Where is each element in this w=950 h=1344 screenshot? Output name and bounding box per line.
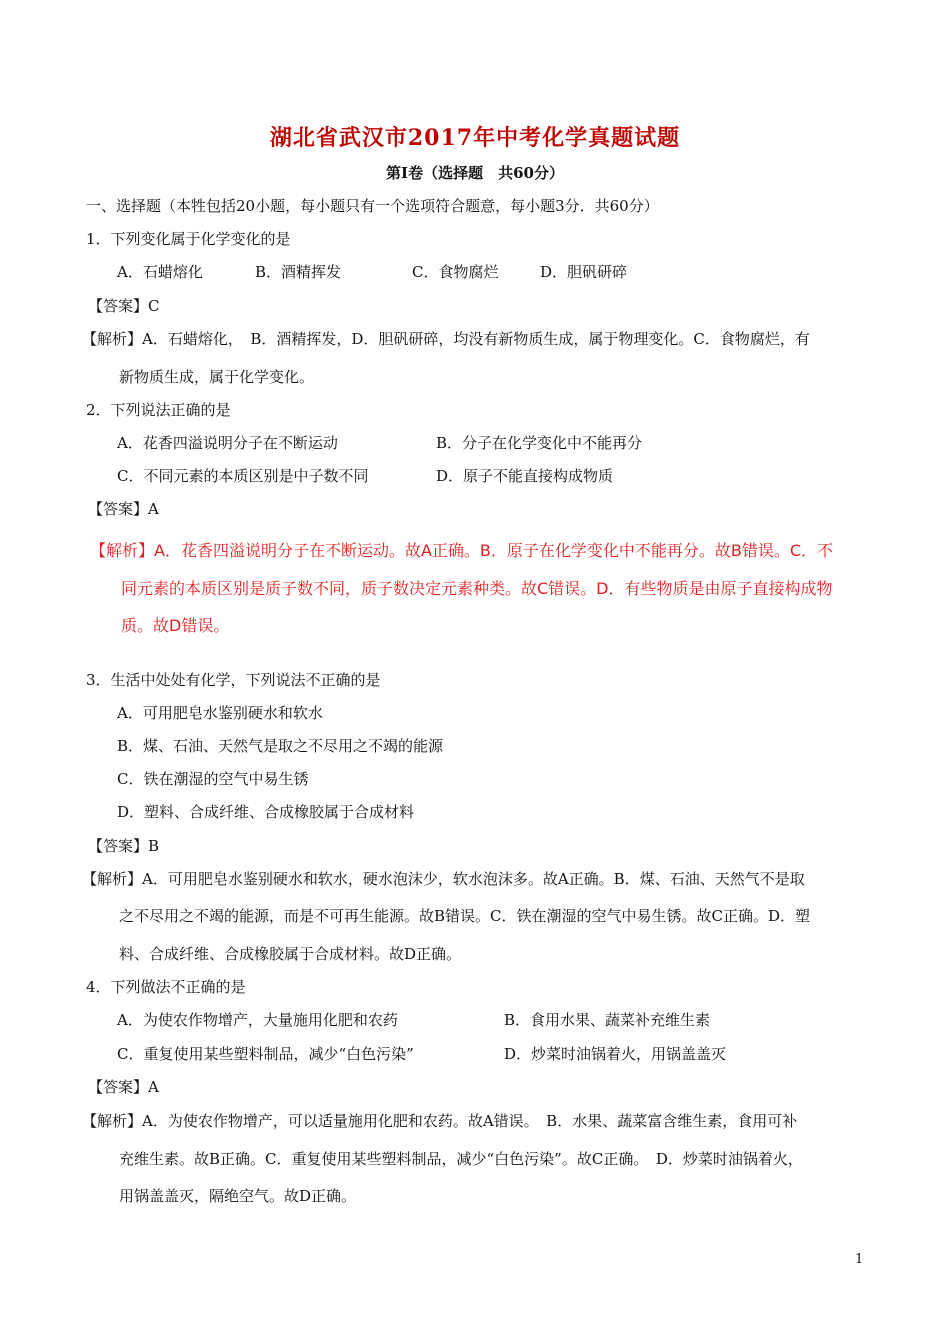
page-title: 湖北省武汉市2017年中考化学真题试题 (269, 125, 681, 151)
q2-option-a: A．花香四溢说明分子在不断运动 (117, 434, 338, 452)
q2-option-d: D．原子不能直接构成物质 (436, 467, 614, 485)
q2-option-b: B．分子在化学变化中不能再分 (436, 434, 643, 452)
q1-answer: 【答案】C (88, 297, 160, 315)
q2-analysis-line-1: 【解析】A．花香四溢说明分子在不断运动。故A正确。B．原子在化学变化中不能再分。故B错误。C．不 (90, 541, 834, 560)
q1-stem: 1．下列变化属于化学变化的是 (86, 230, 291, 248)
q1-option-a: A．石蜡熔化 (117, 263, 203, 281)
q3-stem: 3．生活中处处有化学，下列说法不正确的是 (86, 671, 381, 689)
section-header: 一、选择题（本牲包括20小题，每小题只有一个选项符合题意，每小题3分．共60分） (86, 197, 659, 215)
q4-analysis-line-1: 【解析】A．为使农作物增产，可以适量施用化肥和农药。故A错误。 B．水果、蔬菜富含维生素，食用可补 (82, 1112, 798, 1130)
q4-option-d: D．炒菜时油锅着火，用锅盖盖灭 (504, 1045, 727, 1063)
q4-analysis-line-2: 充维生素。故B正确。C．重复使用某些塑料制品，减少“白色污染”。故C正确。 D．炒菜时油锅着火， (119, 1150, 803, 1168)
q1-option-d: D．胆矾研碎 (540, 263, 628, 281)
q3-option-d: D．塑料、合成纤维、合成橡胶属于合成材料 (117, 803, 415, 821)
q2-analysis-line-3: 质。故D错误。 (121, 616, 230, 635)
page-number: 1 (855, 1252, 864, 1267)
q3-analysis-line-3: 料、合成纤维、合成橡胶属于合成材料。故D正确。 (119, 945, 462, 963)
q2-stem: 2．下列说法正确的是 (86, 401, 231, 419)
q3-analysis-line-2: 之不尽用之不竭的能源，而是不可再生能源。故B错误。C．铁在潮湿的空气中易生锈。故C正确。D．塑 (119, 907, 811, 925)
q4-option-c: C．重复使用某些塑料制品，减少“白色污染” (117, 1045, 414, 1063)
q3-analysis-line-1: 【解析】A．可用肥皂水鉴别硬水和软水，硬水泡沫少，软水泡沫多。故A正确。B．煤、石油、天然气不是取 (82, 870, 805, 888)
q4-option-a: A．为使农作物增产，大量施用化肥和农药 (117, 1011, 398, 1029)
q3-answer: 【答案】B (88, 837, 160, 855)
section-subtitle: 第Ⅰ卷（选择题 共60分） (386, 164, 564, 182)
q3-option-b: B．煤、石油、天然气是取之不尽用之不竭的能源 (117, 737, 444, 755)
q4-analysis-line-3: 用锅盖盖灭，隔绝空气。故D正确。 (119, 1187, 357, 1205)
q1-analysis-line-2: 新物质生成，属于化学变化。 (119, 368, 315, 386)
q1-option-b: B．酒精挥发 (255, 263, 342, 281)
q2-analysis-line-2: 同元素的本质区别是质子数不同，质子数决定元素种类。故C错误。D．有些物质是由原子直接构成物 (121, 579, 833, 598)
q2-answer: 【答案】A (88, 500, 159, 518)
q4-option-b: B．食用水果、蔬菜补充维生素 (504, 1011, 711, 1029)
q3-option-c: C．铁在潮湿的空气中易生锈 (117, 770, 309, 788)
q1-option-c: C．食物腐烂 (412, 263, 499, 281)
q4-answer: 【答案】A (88, 1078, 159, 1096)
q3-option-a: A．可用肥皂水鉴别硬水和软水 (117, 704, 323, 722)
q2-option-c: C．不同元素的本质区别是中子数不同 (117, 467, 369, 485)
q1-analysis-line-1: 【解析】A．石蜡熔化， B．酒精挥发，D．胆矾研碎，均没有新物质生成，属于物理变化。C．食物腐烂，有 (82, 330, 810, 348)
q4-stem: 4．下列做法不正确的是 (86, 978, 246, 996)
